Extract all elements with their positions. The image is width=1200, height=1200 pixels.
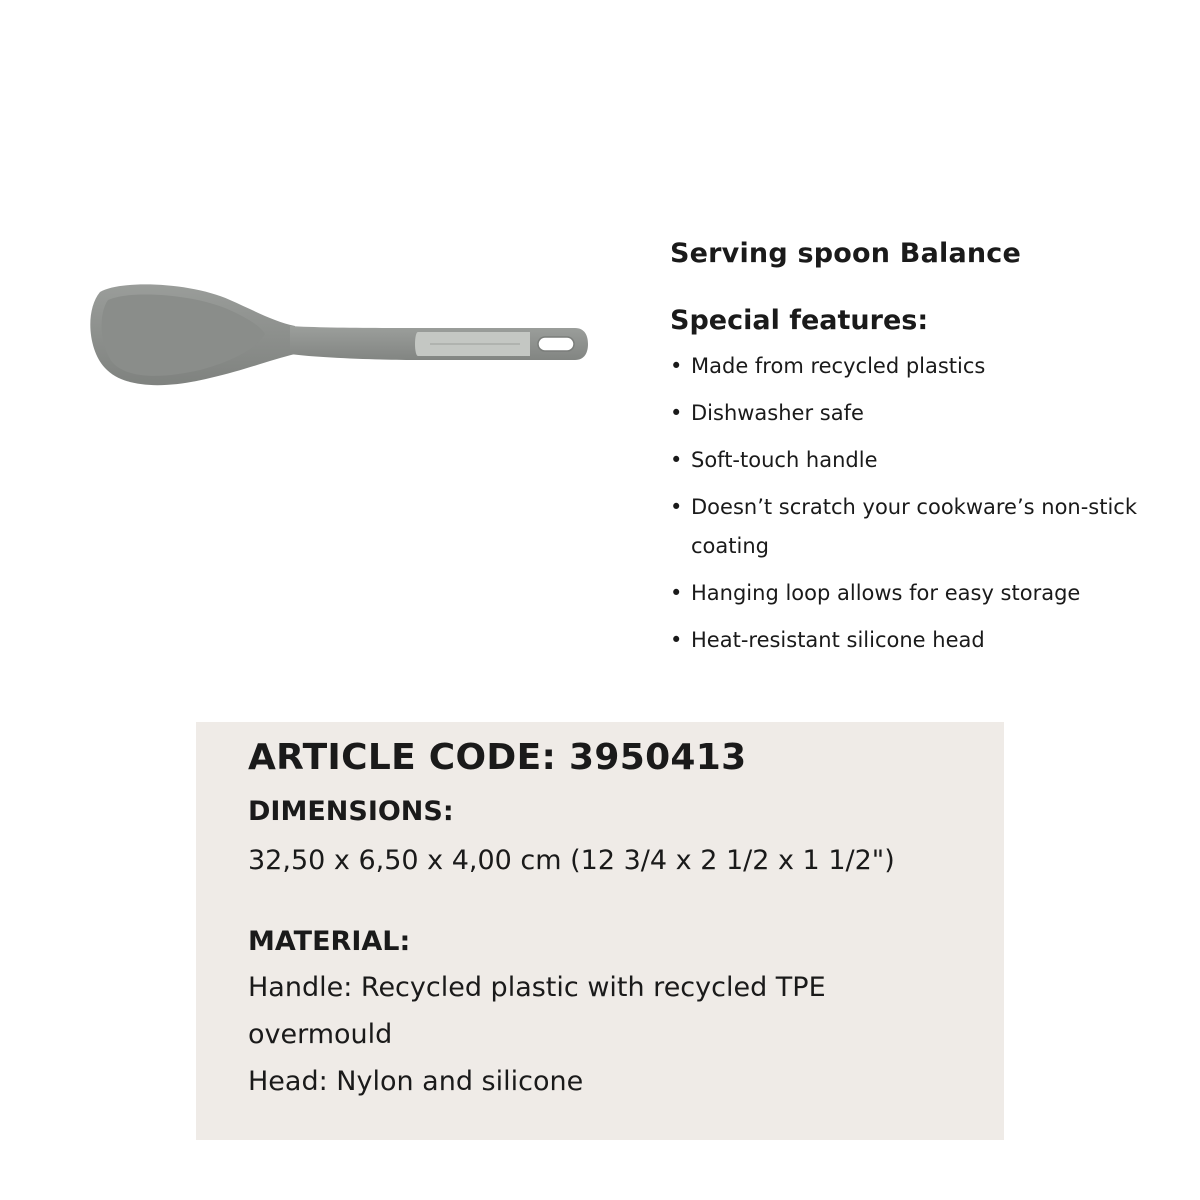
features-heading: Special features:	[670, 305, 929, 336]
bullet-icon: •	[670, 401, 683, 425]
dimensions-value: 32,50 x 6,50 x 4,00 cm (12 3/4 x 2 1/2 x 1 1/2")	[248, 845, 895, 876]
feature-list	[670, 347, 1150, 660]
article-code: ARTICLE CODE: 3950413	[248, 737, 747, 778]
material-heading: MATERIAL:	[248, 926, 411, 957]
bullet-icon: •	[670, 628, 683, 652]
bullet-icon: •	[670, 354, 683, 378]
feature-text: Doesn’t scratch your cookware’s non-stick coating	[691, 495, 1138, 558]
feature-text: Soft-touch handle	[691, 448, 878, 472]
bullet-icon: •	[670, 495, 683, 519]
material-list	[248, 964, 968, 1105]
feature-item	[670, 621, 1141, 660]
feature-item	[670, 347, 1141, 386]
feature-item	[670, 394, 1141, 433]
feature-item	[670, 441, 1141, 480]
product-title: Serving spoon Balance	[670, 238, 1022, 269]
feature-text: Dishwasher safe	[691, 401, 864, 425]
feature-text: Heat-resistant silicone head	[691, 628, 985, 652]
bullet-icon: •	[670, 448, 683, 472]
specs-content	[248, 736, 968, 1105]
product-info	[670, 236, 1150, 668]
feature-item	[670, 574, 1141, 613]
feature-text: Made from recycled plastics	[691, 354, 986, 378]
serving-spoon-icon	[80, 270, 600, 400]
dimensions-heading: DIMENSIONS:	[248, 796, 454, 827]
material-head: Head: Nylon and silicone	[248, 1066, 584, 1097]
material-handle: Handle: Recycled plastic with recycled TPE overmould	[248, 972, 826, 1050]
product-image	[80, 270, 600, 400]
specs-box	[196, 722, 1004, 1140]
feature-item	[670, 488, 1141, 566]
feature-text: Hanging loop allows for easy storage	[691, 581, 1081, 605]
bullet-icon: •	[670, 581, 683, 605]
